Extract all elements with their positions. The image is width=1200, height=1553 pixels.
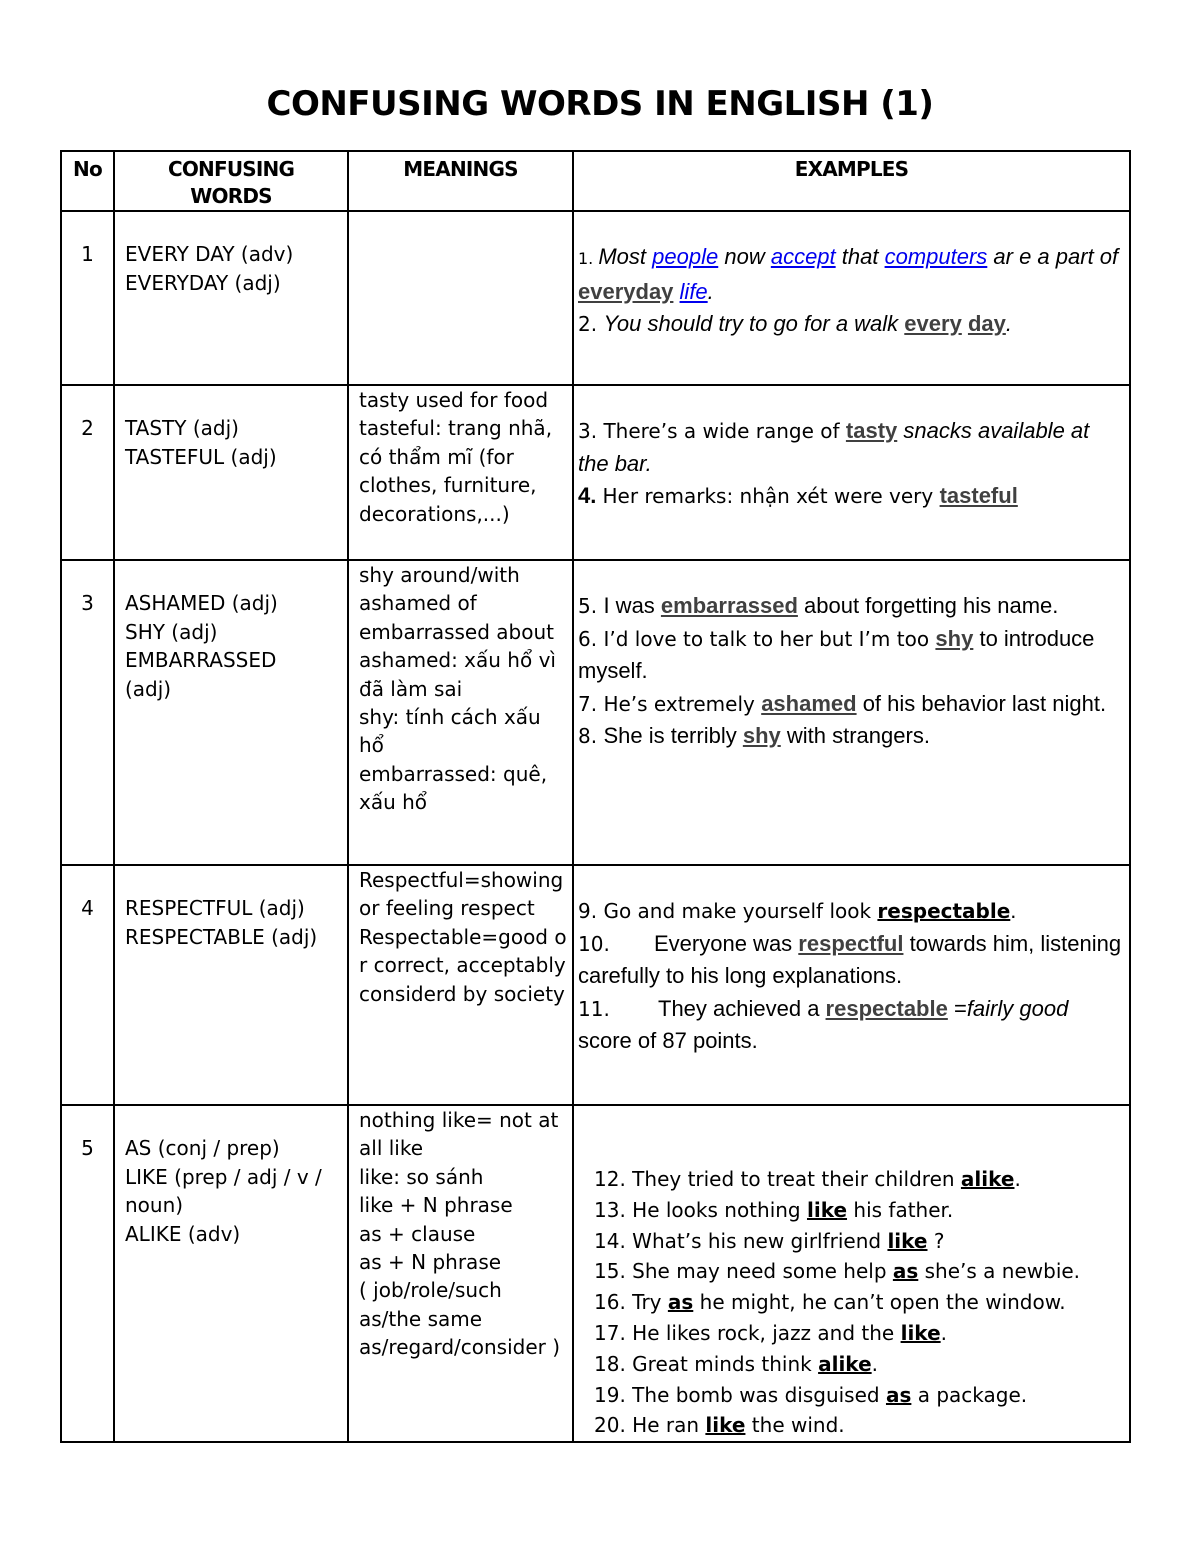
example: 7. He’s extremely ashamed of his behavior last night. (578, 690, 1107, 716)
vocab-table (60, 150, 1131, 1443)
word: AS (conj / prep) (125, 1136, 280, 1160)
link-life[interactable]: life (679, 278, 708, 304)
examples-cell (573, 385, 1130, 560)
example: 8. She is terribly shy with strangers. (578, 723, 930, 748)
example: 14. What’s his new girlfriend like ? (594, 1228, 945, 1253)
example: 2. You should try to go for a walk every day. (578, 311, 1012, 336)
table-header-row (61, 151, 1130, 211)
example: 15. She may need some help as she’s a newbie. (594, 1259, 1081, 1284)
word: LIKE (prep / adj / v / noun) (125, 1164, 322, 1217)
table-row (61, 560, 1130, 865)
example: 11. They achieved a respectable =fairly good score of 87 points. (578, 995, 1069, 1053)
table-row (61, 385, 1130, 560)
word: ALIKE (adv) (125, 1221, 241, 1246)
examples-cell (573, 560, 1130, 865)
example: 10. Everyone was respectful towards him, listening carefully to his long explanations. (578, 930, 1122, 988)
example: 13. He looks nothing like his father. (594, 1197, 954, 1222)
example: 9. Go and make yourself look respectable. (578, 898, 1017, 923)
meanings-cell: shy around/with ashamed of embarrassed about ashamed: xấu hổ vì đã làm sai shy: tính cách xấu hổ embarrassed: quê, xấu hổ (348, 560, 573, 865)
header-no: No (61, 151, 114, 211)
word: SHY (adj) (125, 619, 218, 644)
word: TASTEFUL (adj) (125, 444, 277, 469)
row-number: 3 (61, 560, 114, 865)
word: EVERY DAY (adv) (125, 242, 294, 266)
word: RESPECTFUL (adj) (125, 896, 305, 920)
example: 4. Her remarks: nhận xét were very tasteful (578, 483, 1018, 508)
header-examples: EXAMPLES (573, 151, 1130, 211)
link-people[interactable]: people (652, 244, 719, 269)
examples-cell (573, 211, 1130, 385)
header-confusing-words: CONFUSING WORDS (114, 151, 348, 211)
examples-cell (573, 1105, 1130, 1442)
example: 17. He likes rock, jazz and the like. (594, 1320, 947, 1345)
row-number: 4 (61, 865, 114, 1105)
page-title: CONFUSING WORDS IN ENGLISH (1) (266, 84, 934, 124)
table-row (61, 211, 1130, 385)
meanings-cell: Respectful=showing or feeling respect Respectable=good or correct, acceptably considerd by society (348, 865, 573, 1105)
meanings-cell (348, 211, 573, 385)
example: 5. I was embarrassed about forgetting his name. (578, 593, 1059, 618)
example: 1. Most people now accept that computers ar e a part of everyday life. (578, 244, 1119, 304)
example: 20. He ran like the wind. (594, 1413, 845, 1438)
header-meanings: MEANINGS (348, 151, 573, 211)
confusing-words-cell (114, 211, 348, 385)
confusing-words-cell (114, 1105, 348, 1442)
confusing-words-cell (114, 385, 348, 560)
confusing-words-cell (114, 865, 348, 1105)
link-accept[interactable]: accept (770, 244, 836, 269)
link-computers[interactable]: computers (884, 244, 988, 269)
word: EMBARRASSED (adj) (125, 648, 277, 701)
word: EVERYDAY (adj) (125, 270, 281, 295)
example: 18. Great minds think alike. (594, 1351, 878, 1376)
example: 3. There’s a wide range of tasty snacks available at the bar. (578, 418, 1090, 476)
example: 6. I’d love to talk to her but I’m too shy to introduce myself. (578, 625, 1095, 683)
word: ASHAMED (adj) (125, 591, 278, 615)
meanings-cell: nothing like= not at all like like: so sánh like + N phrase as + clause as + N phrase ( job/role/such as/the same as/regard/consider ) (348, 1105, 573, 1442)
example: 19. The bomb was disguised as a package. (594, 1382, 1028, 1407)
word: TASTY (adj) (125, 416, 239, 440)
examples-cell (573, 865, 1130, 1105)
row-number: 5 (61, 1105, 114, 1442)
word: RESPECTABLE (adj) (125, 924, 318, 949)
confusing-words-cell (114, 560, 348, 865)
meanings-cell: tasty used for food tasteful: trang nhã, có thẩm mĩ (for clothes, furniture, decorations,...) (348, 385, 573, 560)
row-number: 1 (61, 211, 114, 385)
table-row (61, 865, 1130, 1105)
row-number: 2 (61, 385, 114, 560)
example: 12. They tried to treat their children alike. (594, 1167, 1021, 1191)
table-row (61, 1105, 1130, 1442)
example: 16. Try as he might, he can’t open the window. (594, 1290, 1066, 1315)
